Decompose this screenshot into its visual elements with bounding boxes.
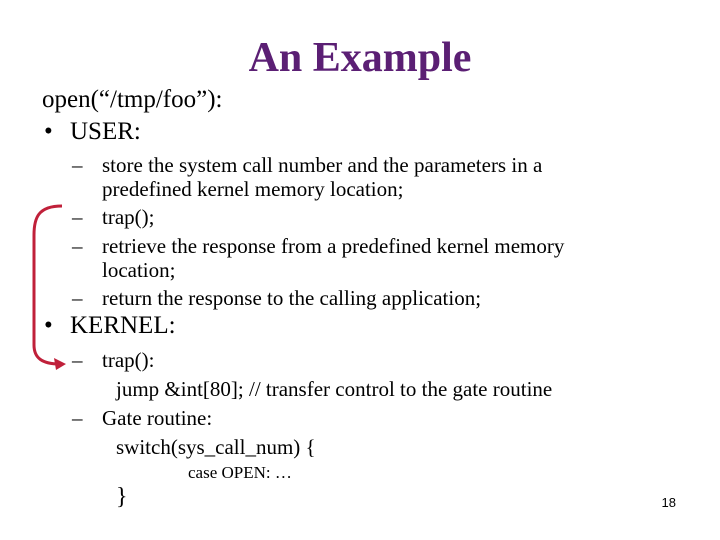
user-item-4-text: return the response to the calling application; bbox=[102, 286, 482, 310]
dash-glyph: – bbox=[72, 205, 83, 229]
user-item-2 bbox=[72, 205, 154, 229]
slide-title: An Example bbox=[248, 35, 472, 81]
user-item-3 bbox=[72, 234, 564, 282]
user-item-1-line-2: predefined kernel memory location; bbox=[102, 177, 404, 201]
kernel-trap-item bbox=[72, 348, 154, 372]
slide-number: 18 bbox=[661, 495, 676, 510]
bullet-glyph: • bbox=[44, 312, 53, 339]
system-call-line: open(“/tmp/foo”): bbox=[42, 86, 223, 113]
dash-glyph: – bbox=[72, 406, 83, 430]
kernel-bullet bbox=[44, 312, 176, 340]
user-item-4 bbox=[72, 286, 481, 310]
user-bullet bbox=[44, 118, 141, 146]
user-heading: USER: bbox=[70, 118, 141, 145]
user-item-3-line-1: retrieve the response from a predefined kernel memory bbox=[102, 234, 565, 258]
kernel-gate-label: Gate routine: bbox=[102, 406, 213, 430]
user-item-1-line-1: store the system call number and the parameters in a bbox=[102, 153, 543, 177]
kernel-gate-code: switch(sys_call_num) { bbox=[116, 435, 316, 459]
kernel-trap-label: trap(): bbox=[102, 348, 155, 372]
kernel-heading: KERNEL: bbox=[70, 312, 176, 339]
kernel-closing-brace: } bbox=[116, 484, 128, 510]
bullet-glyph: • bbox=[44, 118, 53, 145]
kernel-trap-code: jump &int[80]; // transfer control to the gate routine bbox=[116, 377, 553, 401]
kernel-gate-item bbox=[72, 406, 212, 430]
dash-glyph: – bbox=[72, 286, 83, 310]
flow-arrow-head bbox=[54, 358, 66, 370]
dash-glyph: – bbox=[72, 234, 83, 258]
flow-arrow-path bbox=[34, 206, 62, 364]
user-item-1 bbox=[72, 153, 542, 201]
user-item-3-line-2: location; bbox=[102, 258, 176, 282]
dash-glyph: – bbox=[72, 153, 83, 177]
dash-glyph: – bbox=[72, 348, 83, 372]
kernel-case-line: case OPEN: … bbox=[188, 463, 292, 482]
user-item-2-text: trap(); bbox=[102, 205, 155, 229]
